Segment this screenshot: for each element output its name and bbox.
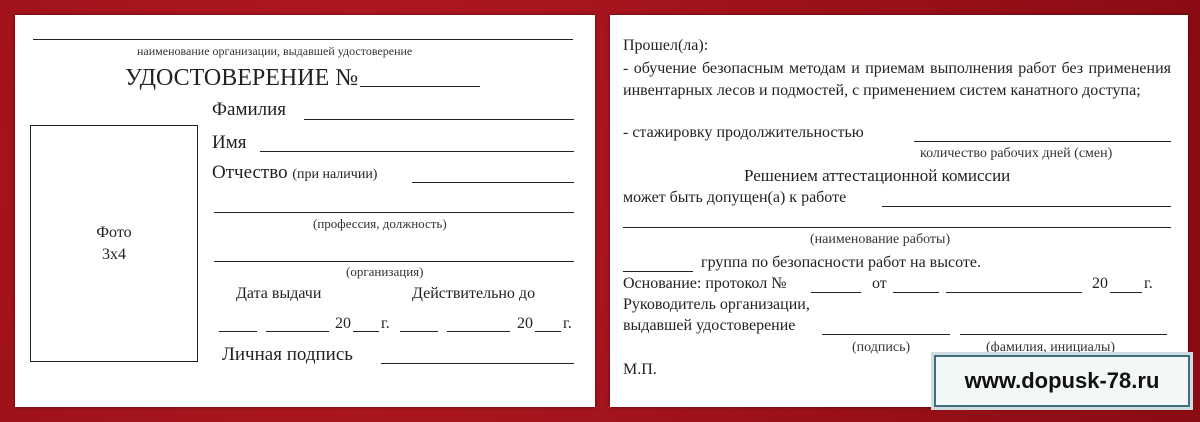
photo-label: Фото bbox=[96, 223, 132, 241]
issue-year-prefix: 20 bbox=[335, 315, 351, 332]
internship-label: - стажировку продолжительностью bbox=[623, 124, 864, 141]
valid-year-line bbox=[535, 331, 561, 332]
issue-month-line bbox=[266, 331, 329, 332]
patronymic-label bbox=[212, 162, 377, 184]
profession-caption: (профессия, должность) bbox=[313, 216, 447, 231]
valid-month-line bbox=[447, 331, 510, 332]
valid-until-label: Действительно до bbox=[412, 285, 536, 302]
surname-line bbox=[304, 119, 574, 120]
safety-group-line bbox=[623, 271, 693, 272]
protocol-year-prefix: 20 bbox=[1092, 275, 1108, 292]
basis-label: Основание: протокол № bbox=[623, 275, 787, 292]
issue-day-line bbox=[219, 331, 257, 332]
head-initials-line bbox=[960, 334, 1167, 335]
organization-caption: (организация) bbox=[346, 264, 424, 279]
issue-date-label: Дата выдачи bbox=[236, 285, 322, 302]
certificate-title: УДОСТОВЕРЕНИЕ № bbox=[125, 65, 359, 91]
signature-caption: (подпись) bbox=[852, 340, 911, 355]
certificate-number-line bbox=[360, 86, 480, 87]
protocol-year-suffix: г. bbox=[1144, 275, 1153, 292]
safety-group-label: группа по безопасности работ на высоте. bbox=[701, 254, 981, 271]
profession-line bbox=[214, 212, 574, 213]
stamp-label: М.П. bbox=[623, 361, 657, 378]
work-line bbox=[623, 227, 1171, 228]
passed-heading: Прошел(ла): bbox=[623, 37, 709, 54]
website-watermark: www.dopusk-78.ru bbox=[934, 355, 1190, 407]
name-line bbox=[260, 151, 574, 152]
from-label: от bbox=[872, 275, 887, 292]
protocol-number-line bbox=[811, 292, 861, 293]
id-card-front bbox=[15, 15, 595, 407]
valid-day-line bbox=[400, 331, 438, 332]
training-text: - обучение безопасным методам и приемам выполнения работ без применения инвентарных лесов и подмостей, с применением систем канатного доступа; bbox=[623, 60, 1171, 99]
photo-size: 3х4 bbox=[102, 245, 126, 263]
valid-year-prefix: 20 bbox=[517, 315, 533, 332]
days-caption: количество рабочих дней (смен) bbox=[920, 146, 1113, 161]
personal-signature-label: Личная подпись bbox=[222, 344, 353, 365]
head-label-line1: Руководитель организации, bbox=[623, 296, 810, 313]
admitted-label: может быть допущен(а) к работе bbox=[623, 189, 847, 206]
surname-label: Фамилия bbox=[212, 99, 287, 120]
internship-line bbox=[914, 141, 1171, 142]
protocol-day-line bbox=[893, 292, 939, 293]
decision-heading: Решением аттестационной комиссии bbox=[744, 166, 1011, 185]
protocol-month-line bbox=[946, 292, 1082, 293]
personal-signature-line bbox=[381, 363, 574, 364]
head-label-line2: выдавшей удостоверение bbox=[623, 317, 796, 334]
org-name-caption: наименование организации, выдавшей удостоверение bbox=[137, 44, 413, 58]
work-caption: (наименование работы) bbox=[810, 232, 951, 247]
photo-placeholder bbox=[30, 125, 198, 362]
issue-year-line bbox=[353, 331, 379, 332]
valid-year-suffix: г. bbox=[563, 315, 572, 332]
patronymic-note: (при наличии) bbox=[292, 167, 378, 182]
organization-line bbox=[214, 261, 574, 262]
head-signature-line bbox=[822, 334, 950, 335]
patronymic-label-text: Отчество bbox=[212, 162, 288, 183]
org-name-line bbox=[33, 39, 573, 40]
name-label: Имя bbox=[212, 132, 247, 153]
admitted-line bbox=[882, 206, 1171, 207]
patronymic-line bbox=[412, 182, 574, 183]
initials-caption: (фамилия, инициалы) bbox=[986, 340, 1116, 355]
protocol-year-line bbox=[1110, 292, 1142, 293]
id-card-back bbox=[610, 15, 1188, 407]
issue-year-suffix: г. bbox=[381, 315, 390, 332]
